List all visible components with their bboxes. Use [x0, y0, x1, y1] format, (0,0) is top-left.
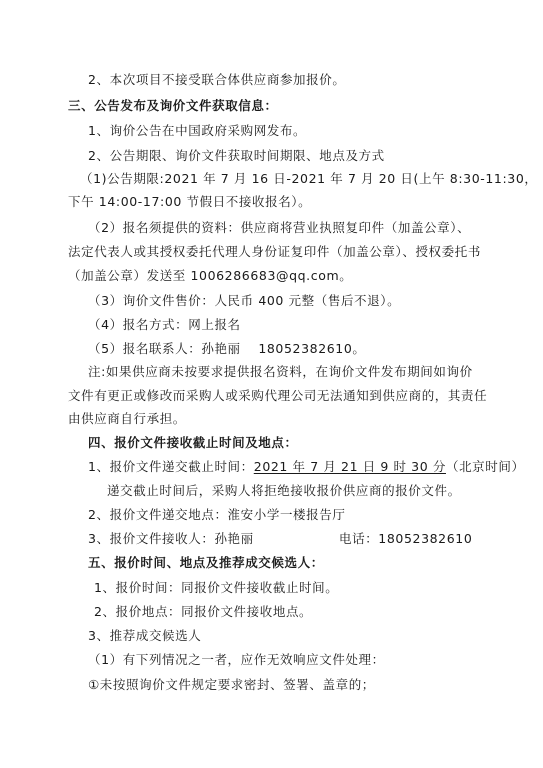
paragraph-invalid-item-1: ①未按照询价文件规定要求密封、签署、盖章的； — [88, 677, 375, 692]
deadline-timezone: （北京时间） — [445, 459, 525, 474]
section-4-heading: 四、报价文件接收截止时间及地点： — [88, 435, 298, 450]
paragraph-document-price: （3）询价文件售价：人民币 400 元整（售后不退）。 — [88, 293, 401, 308]
paragraph-registration-method: （4）报名方式：网上报名 — [88, 317, 241, 332]
section-3-heading: 三、公告发布及询价文件获取信息： — [68, 98, 278, 113]
paragraph-note-cont1: 文件有更正或修改而采购人或采购代理公司无法通知到供应商的，其责任 — [68, 388, 488, 403]
paragraph-note-cont2: 由供应商自行承担。 — [68, 411, 186, 426]
paragraph-required-docs: （2）报名须提供的资料：供应商将营业执照复印件（加盖公章）、 — [88, 220, 471, 235]
paragraph-recipient-phone: 电话：18052382610 — [339, 531, 473, 546]
paragraph-announcement-period-cont: 下午 14:00-17:00 节假日不接收报名）。 — [68, 194, 312, 209]
paragraph-submission-recipient: 3、报价文件接收人：孙艳丽 — [88, 531, 254, 546]
deadline-label: 1、报价文件递交截止时间： — [88, 459, 254, 474]
paragraph-invalid-response: （1）有下列情况之一者，应作无效响应文件处理： — [88, 652, 385, 667]
paragraph-registration-contact: （5）报名联系人：孙艳丽 18052382610。 — [88, 341, 366, 356]
deadline-datetime: 2021 年 7 月 21 日 9 时 30 分 — [253, 459, 446, 474]
paragraph-note: 注:如果供应商未按要求提供报名资料，在询价文件发布期间如询价 — [88, 364, 473, 379]
paragraph-announcement-period: （1)公告期限:2021 年 7 月 16 日-2021 年 7 月 20 日(上午 8:30-11:30， — [80, 171, 538, 186]
paragraph-no-consortium: 2、本次项目不接受联合体供应商参加报价。 — [88, 72, 346, 87]
paragraph-quote-location: 2、报价地点：同报价文件接收地点。 — [94, 604, 313, 619]
paragraph-recommend-candidate: 3、推荐成交候选人 — [88, 628, 202, 643]
paragraph-quote-time: 1、报价时间：同报价文件接收截止时间。 — [94, 580, 339, 595]
paragraph-submission-location: 2、报价文件递交地点：淮安小学一楼报告厅 — [88, 507, 346, 522]
section-5-heading: 五、报价时间、地点及推荐成交候选人： — [88, 555, 324, 570]
paragraph-submission-deadline-cont: 递交截止时间后，采购人将拒绝接收报价供应商的报价文件。 — [107, 483, 461, 498]
paragraph-period-location: 2、公告期限、询价文件获取时间期限、地点及方式 — [88, 148, 385, 163]
paragraph-announcement-publish: 1、询价公告在中国政府采购网发布。 — [88, 123, 307, 138]
paragraph-required-docs-cont1: 法定代表人或其授权委托代理人身份证复印件（加盖公章）、授权委托书 — [68, 244, 481, 259]
paragraph-submission-deadline — [88, 459, 525, 475]
paragraph-required-docs-cont2: （加盖公章）发送至 1006286683@qq.com。 — [68, 268, 353, 283]
